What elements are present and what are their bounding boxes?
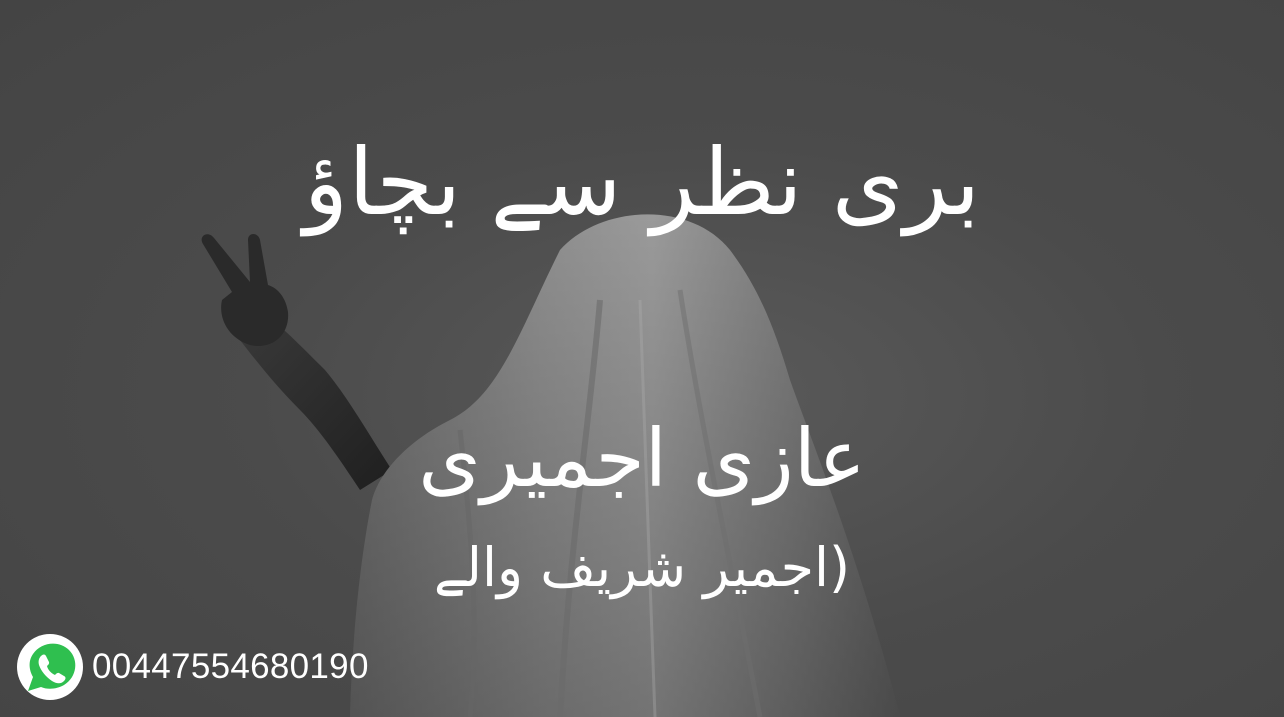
- contact-row: [14, 631, 369, 703]
- phone-number: 00447554680190: [92, 647, 369, 686]
- whatsapp-icon: [14, 631, 86, 703]
- author-name: عازی اجمیری: [418, 412, 866, 505]
- poster-title: بری نظر سے بچاؤ: [303, 129, 981, 236]
- peace-hand: [202, 234, 289, 346]
- author-origin: (اجمیر شریف والے: [433, 536, 851, 599]
